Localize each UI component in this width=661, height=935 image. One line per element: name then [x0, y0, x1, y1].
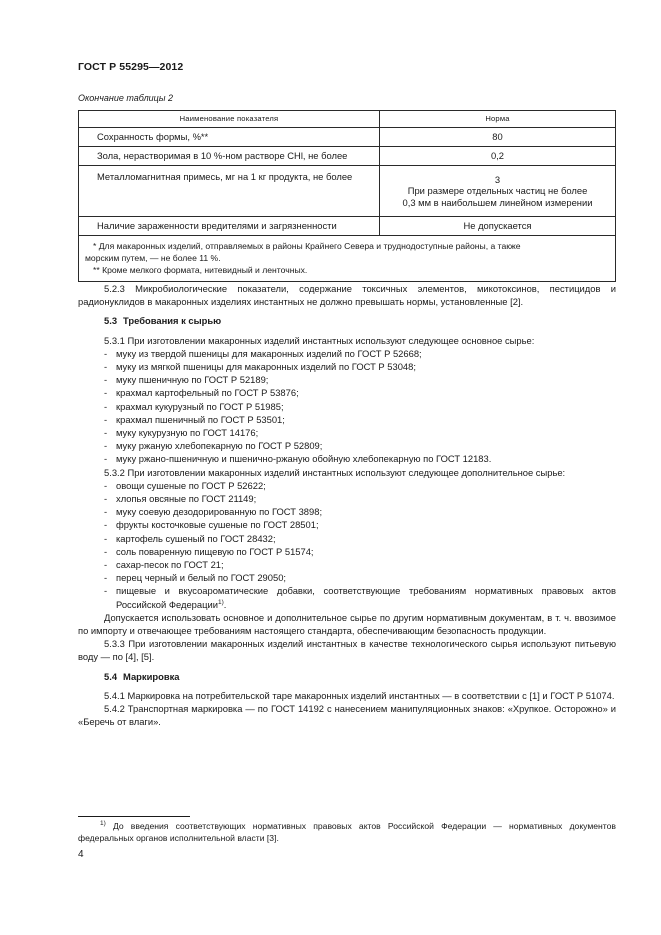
table-notes	[79, 236, 616, 282]
paragraph-5-4-2: 5.4.2 Транспортная маркировка — по ГОСТ 14192 с нанесением манипуляционных знаков: «Хрупкое. Осторожно» и «Беречь от влаги».	[78, 703, 616, 728]
row-name: Сохранность формы, %**	[79, 128, 380, 147]
main-raw-material-list	[78, 347, 616, 466]
row-name: Зола, нерастворимая в 10 %-ном растворе СНl, не более	[79, 147, 380, 166]
list-item: - крахмал кукурузный по ГОСТ Р 51985;	[104, 400, 284, 412]
additional-raw-material-list	[78, 479, 616, 585]
table-caption: Окончание таблицы 2	[78, 93, 173, 103]
row-norm: 3 При размере отдельных частиц не более 0,3 мм в наибольшем линейном измерении	[380, 166, 616, 217]
table-row	[79, 128, 616, 147]
row-norm: 0,2	[380, 147, 616, 166]
footnote: $^{1)}$ До введения соответствующих нормативных правовых актов Российской Федерации — нормативных документов федеральных органов исполнительной власти [3].	[78, 820, 616, 843]
footnote-separator	[78, 816, 190, 817]
column-header-name: Наименование показателя	[79, 111, 380, 128]
paragraph-5-3-1: 5.3.1 При изготовлении макаронных изделий инстантных используют следующее основное сырье:	[104, 334, 535, 346]
list-item: - муку ржано-пшеничную и пшенично-ржаную обойную хлебопекарную по ГОСТ 12183.	[104, 453, 492, 465]
list-item: - муку из мягкой пшеницы для макаронных изделий по ГОСТ Р 53048;	[104, 361, 416, 373]
list-item: - овощи сушеные по ГОСТ Р 52622;	[104, 479, 266, 491]
list-item: - крахмал картофельный по ГОСТ Р 53876;	[104, 387, 299, 399]
table-header-row	[79, 111, 616, 128]
section-heading-5-3: 5.3 Требования к сырью	[104, 315, 222, 327]
list-item: - муку ржаную хлебопекарную по ГОСТ Р 52809;	[104, 440, 323, 452]
footnote-ref: 1)	[217, 598, 224, 606]
list-item: - картофель сушеный по ГОСТ 28432;	[104, 532, 276, 544]
paragraph-5-2-3: 5.2.3 Микробиологические показатели, содержание токсичных элементов, микотоксинов, пестицидов и радионуклидов в макаронных изделиях инстантных не должно превышать нормы, установленные [2].	[78, 283, 616, 308]
paragraph-allowance: Допускается использовать основное и дополнительное сырье по другим нормативным документам, в т. ч. ввозимое по импорту и отвечающее требованиям настоящего стандарта, обеспечивающим безопасность продукции.	[78, 611, 616, 637]
paragraph-5-3-3: 5.3.3 При изготовлении макаронных изделий инстантных в качестве технологического сырья используют питьевую воду — по [4], [5].	[78, 638, 616, 663]
section-heading-5-4: 5.4 Маркировка	[104, 670, 180, 682]
list-item: - муку пшеничную по ГОСТ Р 52189;	[104, 374, 269, 386]
paragraph-5-4-1: 5.4.1 Маркировка на потребительской таре макаронных изделий инстантных — в соответствии с [1] и ГОСТ Р 51074.	[104, 689, 615, 701]
list-item: - хлопья овсяные по ГОСТ 21149;	[104, 493, 257, 505]
table-row	[79, 217, 616, 236]
row-name: Металломагнитная примесь, мг на 1 кг продукта, не более	[79, 166, 380, 217]
row-norm: 80	[380, 128, 616, 147]
footnote-mark: 1)	[100, 820, 106, 828]
row-norm: Не допускается	[380, 217, 616, 236]
list-item: - перец черный и белый по ГОСТ 29050;	[104, 572, 287, 584]
table-note: * Для макаронных изделий, отправляемых в районы Крайнего Севера и труднодоступные районы, а также	[93, 241, 521, 251]
list-item: - фрукты косточковые сушеные по ГОСТ 28501;	[104, 519, 319, 531]
table-row	[79, 147, 616, 166]
table-note: морским путем, — не более 11 %.	[85, 253, 221, 264]
row-name: Наличие зараженности вредителями и загрязненности	[79, 217, 380, 236]
document-body	[78, 282, 616, 729]
norms-table	[78, 110, 616, 282]
list-item: - муку кукурузную по ГОСТ 14176;	[104, 427, 259, 439]
table-note: ** Кроме мелкого формата, нитевидный и ленточных.	[93, 265, 308, 276]
list-item: - соль поваренную пищевую по ГОСТ Р 51574;	[104, 545, 314, 557]
list-item: - крахмал пшеничный по ГОСТ Р 53501;	[104, 413, 285, 425]
list-item: - пищевые и вкусоароматические добавки, соответствующие требованиям нормативных правовых актов Российской Федерации$^{1)}$.	[104, 585, 616, 610]
table-row	[79, 166, 616, 217]
list-item: - муку из твердой пшеницы для макаронных изделий по ГОСТ Р 52668;	[104, 347, 422, 359]
list-item: - сахар-песок по ГОСТ 21;	[104, 559, 224, 571]
table-notes-row	[79, 236, 616, 282]
standard-header: ГОСТ Р 55295—2012	[78, 61, 184, 73]
additional-raw-material-list-tail	[78, 584, 616, 610]
page-number: 4	[78, 849, 84, 860]
paragraph-5-3-2: 5.3.2 При изготовлении макаронных изделий инстантных используют следующее дополнительное сырье:	[104, 466, 566, 478]
list-item: - муку соевую дезодорированную по ГОСТ 3898;	[104, 506, 323, 518]
column-header-norm: Норма	[380, 111, 616, 128]
